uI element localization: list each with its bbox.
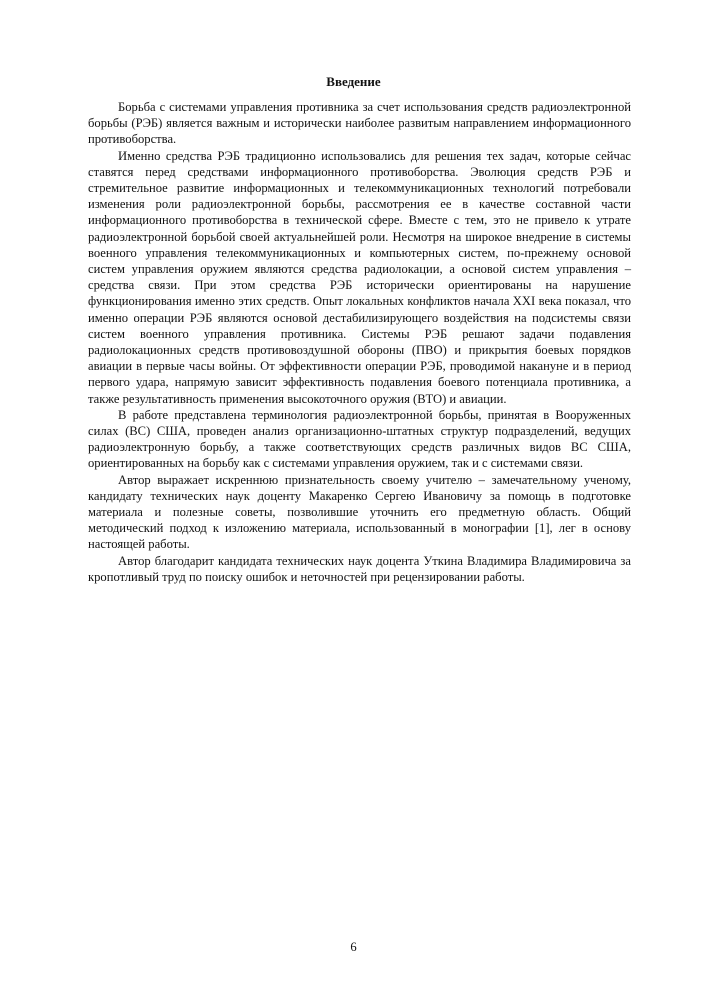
paragraph-5: Автор благодарит кандидата технических наук доцента Уткина Владимира Владимировича за кропотливый труд по поиску ошибок и неточностей при рецензировании работы. bbox=[88, 553, 631, 584]
section-title: Введение bbox=[326, 74, 381, 89]
page-number: 6 bbox=[350, 940, 357, 954]
body-text bbox=[88, 99, 631, 585]
paragraph-2: Именно средства РЭБ традиционно использовались для решения тех задач, которые сейчас ставятся перед средствами информационного противоборства. Эволюция средств РЭБ и стремительное развитие информационных и телекоммуникационных технологий потребовали изменения роли радиоэлектронной борьбы, рассмотрения ее в качестве составной части информационного противоборства в технической сфере. Вместе с тем, это не привело к утрате радиоэлектронной борьбой своей актуальнейшей роли. Несмотря на широкое внедрение в системы военного управления телекоммуникационных и компьютерных систем, по-прежнему основой систем управления оружием являются средства радиолокации, а основой систем управления – средства связи. При этом средства РЭБ исторически ориентированы на нарушение функционирования именно этих средств. Опыт локальных конфликтов начала XXI века показал, что именно операции РЭБ являются основой дестабилизирующего воздействия на подсистемы связи систем военного управления противника. Системы РЭБ решают задачи подавления радиолокационных средств противовоздушной обороны (ПВО) и прикрытия боевых порядков авиации в первые часы войны. От эффективности операции РЭБ, проводимой накануне и в период первого удара, напрямую зависит эффективность подавления боевого потенциала противника, а также результативность применения высокоточного оружия (ВТО) и авиации. bbox=[88, 148, 631, 406]
paragraph-3: В работе представлена терминология радиоэлектронной борьбы, принятая в Вооруженных силах (ВС) США, проведен анализ организационно-штатных структур подразделений, ведущих радиоэлектронную борьбу, а также соответствующих средств различных видов ВС США, ориентированных на борьбу как с системами управления оружием, так и с системами связи. bbox=[88, 407, 631, 471]
paragraph-1: Борьба с системами управления противника за счет использования средств радиоэлектронной борьбы (РЭБ) является важным и исторически наиболее развитым направлением информационного противоборства. bbox=[88, 100, 631, 147]
paragraph-4: Автор выражает искреннюю признательность своему учителю – замечательному ученому, кандидату технических наук доценту Макаренко Сергею Ивановичу за помощь в подготовке материала и полезные советы, позволившие уточнить его предметную область. Общий методический подход к изложению материала, использованный в монографии [1], лег в основу настоящей работы. bbox=[88, 472, 631, 552]
